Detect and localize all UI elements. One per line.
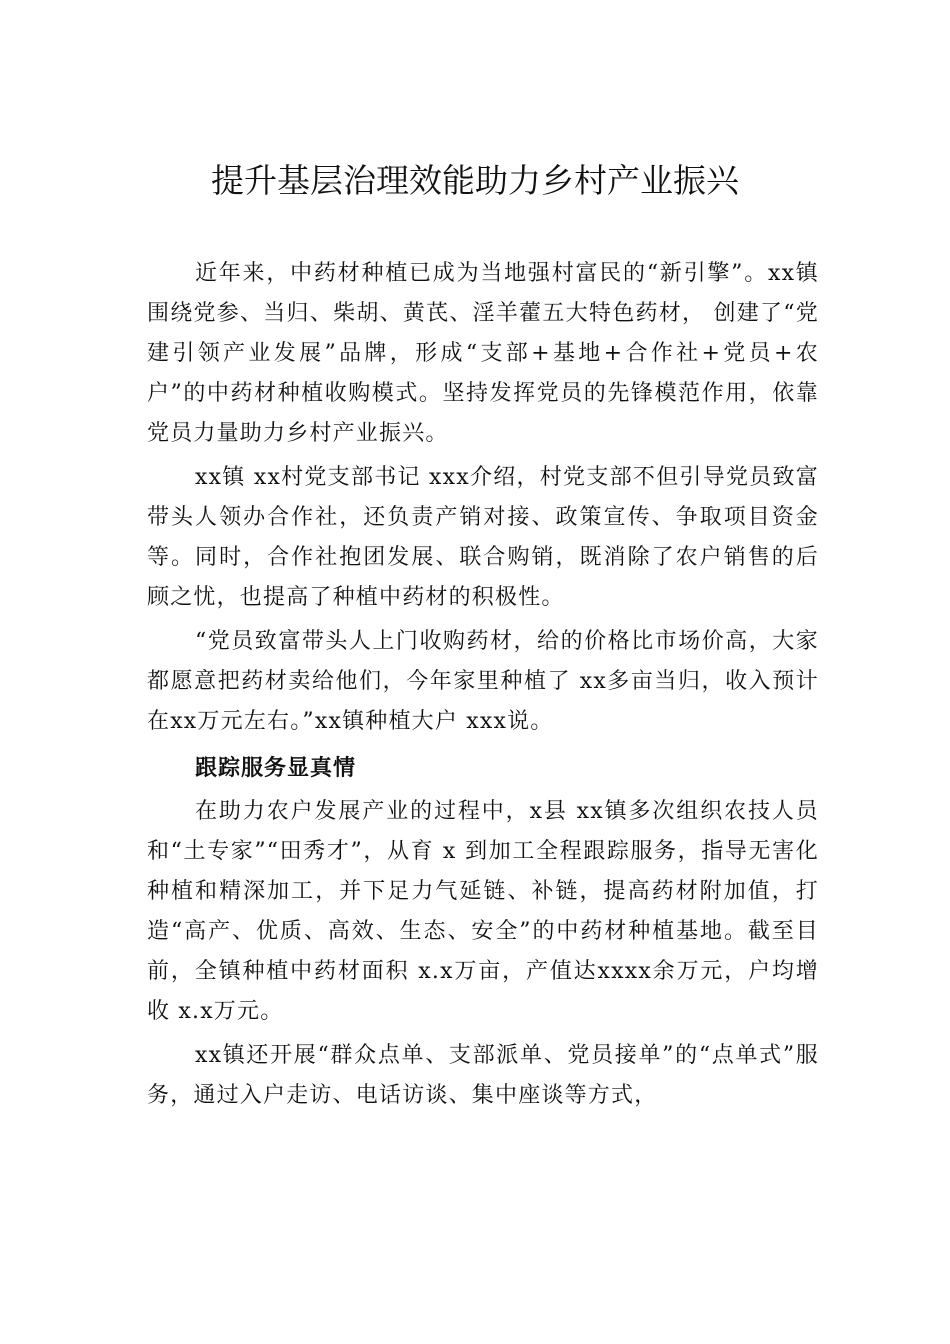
section-heading: 跟踪服务显真情 <box>195 755 357 781</box>
document-title: 提升基层治理效能助力乡村产业振兴 <box>211 161 739 200</box>
paragraph-secretary: xx镇 xx村党支部书记 xxx介绍，村党支部不但引导党员致富带头人领办合作社，还负责产销对接、政策宣传、争取项目资金等。同时，合作社抱团发展、联合购销，既消除了农户销售的后顾之忧，也提高了种植中药材的积极性。 <box>147 465 819 610</box>
paragraph-service: 在助力农户发展产业的过程中，x县 xx镇多次组织农技人员和“土专家”“田秀才”，从育 x 到加工全程跟踪服务，指导无害化种植和精深加工，并下足力气延链、补链，提高药材附加值，打造“高产、优质、高效、生态、安全”的中药材种植基地。截至目前，全镇种植中药材面积 x.x万亩，产值达xxxx余万元，户均增收 x.x万元。 <box>147 799 819 1024</box>
paragraph-intro: 近年来，中药材种植已成为当地强村富民的“新引擎”。xx镇围绕党参、当归、柴胡、黄芪、淫羊藿五大特色药材， 创建了“党建引领产业发展”品牌，形成“支部+基地+合作社+党员+农户”的中药材种植收购模式。坚持发挥党员的先锋模范作用，依靠党员力量助力乡村产业振兴。 <box>147 261 819 446</box>
paragraph-quote: “党员致富带头人上门收购药材，给的价格比市场价高，大家都愿意把药材卖给他们，今年家里种植了 xx多亩当归，收入预计在xx万元左右。”xx镇种植大户 xxx说。 <box>147 629 819 734</box>
document-body <box>147 254 819 1116</box>
paragraph-order-service: xx镇还开展“群众点单、支部派单、党员接单”的“点单式”服务，通过入户走访、电话访谈、集中座谈等方式， <box>147 1043 819 1108</box>
